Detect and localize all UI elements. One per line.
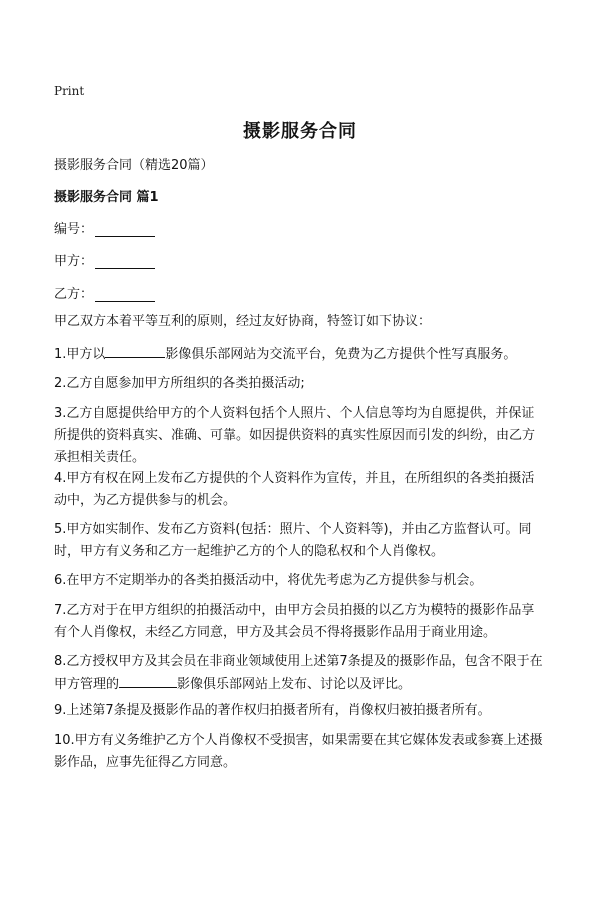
clause-7: 7.乙方对于在甲方组织的拍摄活动中，由甲方会员拍摄的以乙方为模特的摄影作品享有个人肖像权，未经乙方同意，甲方及其会员不得将摄影作品用于商业用途。 — [54, 603, 535, 640]
document-subtitle: 摄影服务合同（精选20篇） — [54, 158, 214, 173]
clause-1 — [54, 343, 546, 366]
clause-8-pre: 8.乙方授权甲方及其会员在非商业领域使用上述第7条提及的摄影作品，包含不限于在甲方管理的 — [54, 654, 543, 692]
field-party-b — [54, 283, 155, 302]
clause-2: 2.乙方自愿参加甲方所组织的各类拍摄活动; — [54, 376, 305, 391]
clause-1-post: 影像俱乐部网站为交流平台，免费为乙方提供个性写真服务。 — [165, 347, 517, 362]
field-number-label: 编号： — [54, 222, 94, 237]
clause-8-blank — [119, 673, 177, 688]
clause-8-post: 影像俱乐部网站上发布、讨论以及评比。 — [177, 677, 412, 692]
clause-1-blank — [105, 343, 165, 358]
field-party-b-label: 乙方： — [54, 287, 94, 302]
document-title: 摄影服务合同 — [243, 121, 357, 142]
field-party-a-label: 甲方： — [54, 254, 94, 269]
intro-paragraph: 甲乙双方本着平等互利的原则，经过友好协商，特签订如下协议： — [54, 314, 432, 329]
section-heading: 摄影服务合同 篇1 — [54, 190, 159, 205]
clause-9: 9.上述第7条提及摄影作品的著作权归拍摄者所有，肖像权归被拍摄者所有。 — [54, 703, 491, 718]
field-number-blank — [95, 222, 155, 237]
clause-3: 3.乙方自愿提供给甲方的个人资料包括个人照片、个人信息等均为自愿提供，并保证所提供的资料真实、准确、可靠。如因提供资料的真实性原因而引发的纠纷，由乙方承担相关责任。 — [54, 406, 536, 465]
clause-5: 5.甲方如实制作、发布乙方资料(包括：照片、个人资料等)，并由乙方监督认可。同时，甲方有义务和乙方一起维护乙方的个人的隐私权和个人肖像权。 — [54, 522, 532, 559]
field-number — [54, 218, 155, 237]
clause-6: 6.在甲方不定期举办的各类拍摄活动中，将优先考虑为乙方提供参与机会。 — [54, 573, 483, 588]
field-party-a — [54, 250, 155, 269]
field-party-a-blank — [95, 254, 155, 269]
print-label: Print — [54, 84, 85, 98]
clause-8 — [54, 651, 546, 696]
clause-4: 4.甲方有权在网上发布乙方提供的个人资料作为宣传，并且，在所组织的各类拍摄活动中，为乙方提供参与的机会。 — [54, 471, 535, 508]
clause-10: 10.甲方有义务维护乙方个人肖像权不受损害，如果需要在其它媒体发表或参赛上述摄影作品，应事先征得乙方同意。 — [54, 733, 543, 770]
clause-1-pre: 1.甲方以 — [54, 347, 106, 362]
field-party-b-blank — [95, 287, 155, 302]
